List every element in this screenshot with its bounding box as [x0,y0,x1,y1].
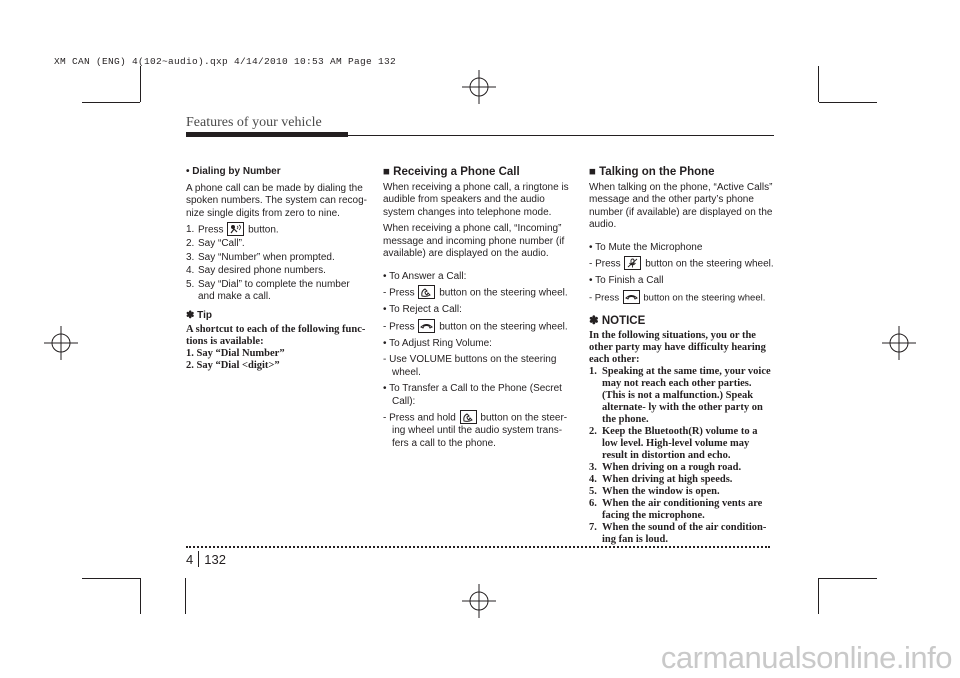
dash-text: button on the steering wheel. [643,292,766,304]
crop-mark [82,102,140,103]
bullet-item: • To Finish a Call [589,275,664,287]
bullet-item: • To Mute the Microphone [589,241,703,253]
list-number: 1. [186,224,195,235]
steps-list [186,224,369,304]
tip-body [186,324,369,372]
call-answer-icon [418,285,435,299]
list-item [186,238,369,251]
page-number-value: 132 [204,552,226,567]
list-number: 2. [186,238,195,250]
crop-mark [819,578,877,579]
notice-item-text: Keep the Bluetooth(R) volume to a low level. High-level volume may result in distortion and echo. [602,426,758,462]
page-number [186,551,226,567]
dash-item [589,292,775,305]
list-number: 4. [589,474,597,486]
dash-text: button on the steer- ing wheel until the audio system trans- fers a call to the phone. [392,412,568,449]
section-subtitle: • Dialing by Number [186,166,281,177]
dash-text: - Press [383,287,415,299]
crop-mark [140,66,141,102]
bullet-item: • To Transfer a Call to the Phone (Secret Call): [383,383,562,407]
bullet-item: • To Adjust Ring Volume: [383,337,492,349]
notice-list [589,366,775,546]
fold-mark [185,578,186,614]
list-item [186,265,369,278]
registration-mark-icon [882,326,916,360]
column-dialing [186,166,369,372]
dash-item [383,321,574,334]
dash-text: - Press [589,258,621,270]
tip-intro: A shortcut to each of the following func- tions is available: [186,324,366,348]
notice-item-text: When driving on a rough road. [602,462,742,474]
registration-mark-icon [44,326,78,360]
step-text: Press [198,224,224,236]
dash-item: - Use VOLUME buttons on the steering wheel. [383,354,557,378]
dash-text: - Press and hold [383,412,456,424]
microphone-mute-icon [624,256,641,270]
step-text: Say “Call”. [198,238,245,250]
section-heading: ■ Receiving a Phone Call [383,166,520,178]
tip-item: 2. Say “Dial <digit>” [186,360,280,372]
notice-item-text: When the window is open. [602,486,720,498]
list-item [589,522,775,546]
registration-mark-icon [462,70,496,104]
paragraph: When receiving a phone call, a ringtone is audible from speakers and the audio system changes into telephone mode. [383,181,569,218]
list-item [186,279,369,304]
list-item [589,498,775,522]
dash-item [383,412,574,450]
list-number: 2. [589,426,597,438]
list-item [589,474,775,486]
dash-text: - Press [383,321,415,333]
list-item [589,462,775,474]
list-number: 3. [589,462,597,474]
paragraph: A phone call can be made by dialing the spoken numbers. The system can recog- nize single digits from zero to nine. [186,182,368,219]
notice-heading: ✽ NOTICE [589,314,646,327]
tip-heading: ✽ Tip [186,309,212,321]
voice-recognition-icon [227,222,244,236]
bullet-item: • To Answer a Call: [383,270,467,282]
notice-body [589,330,775,546]
list-item [186,252,369,265]
page-number-divider [198,551,199,567]
list-number: 5. [186,278,195,290]
notice-item-text: When the air conditioning vents are facing the microphone. [602,498,763,522]
crop-mark [82,578,140,579]
registration-mark-icon [462,584,496,618]
list-item [186,224,369,237]
step-text: Say “Dial” to complete the number and make a call. [198,278,350,303]
call-end-icon [623,290,640,304]
dash-item [589,258,775,271]
dash-item [383,287,574,300]
crop-mark [818,578,819,614]
list-number: 1. [589,366,597,378]
list-number: 3. [186,251,195,263]
call-answer-icon [460,410,477,424]
list-item [589,366,775,426]
watermark: carmanualsonline.info [660,640,952,675]
step-text: button. [248,224,279,236]
step-text: Say desired phone numbers. [198,265,326,277]
notice-item-text: When driving at high speeds. [602,474,733,486]
bullet-item: • To Reject a Call: [383,304,462,316]
crop-mark [818,66,819,102]
list-number: 7. [589,522,597,534]
dash-text: button on the steering wheel. [645,258,774,270]
column-receiving [383,166,574,454]
crop-mark [819,102,877,103]
dash-text: button on the steering wheel. [439,321,568,333]
section-heading: ■ Talking on the Phone [589,166,715,178]
list-item [589,426,775,462]
column-talking [589,166,775,546]
notice-item-text: When the sound of the air condition- ing fan is loud. [602,522,767,546]
notice-item-text: Speaking at the same time, your voice may not reach each other parties. (This is not a malfunction.) Speak alternate- ly with the other party on the phone. [602,366,771,426]
list-number: 5. [589,486,597,498]
page-header-title: Features of your vehicle [186,115,322,130]
header-rule [348,135,774,136]
crop-mark [140,578,141,614]
list-number: 4. [186,265,195,277]
dash-text: - Press [589,292,620,304]
paragraph: When talking on the phone, “Active Calls” message and the other party’s phone number (if available) are displayed on the audio. [589,181,773,230]
step-text: Say “Number” when prompted. [198,251,335,263]
tip-item: 1. Say “Dial Number” [186,348,285,360]
dash-text: button on the steering wheel. [439,287,568,299]
header-rule [186,132,348,137]
chapter-number: 4 [186,552,194,567]
list-item [589,486,775,498]
footer-rule [186,546,770,548]
call-end-icon [418,319,435,333]
paragraph: When receiving a phone call, “Incoming” message and incoming phone number (if available) are displayed on the audio. [383,223,565,259]
list-number: 6. [589,498,597,510]
notice-intro: In the following situations, you or the other party may have difficulty hearing each other: [589,330,766,366]
print-slug: XM CAN (ENG) 4(102~audio).qxp 4/14/2010 10:53 AM Page 132 [54,56,397,67]
